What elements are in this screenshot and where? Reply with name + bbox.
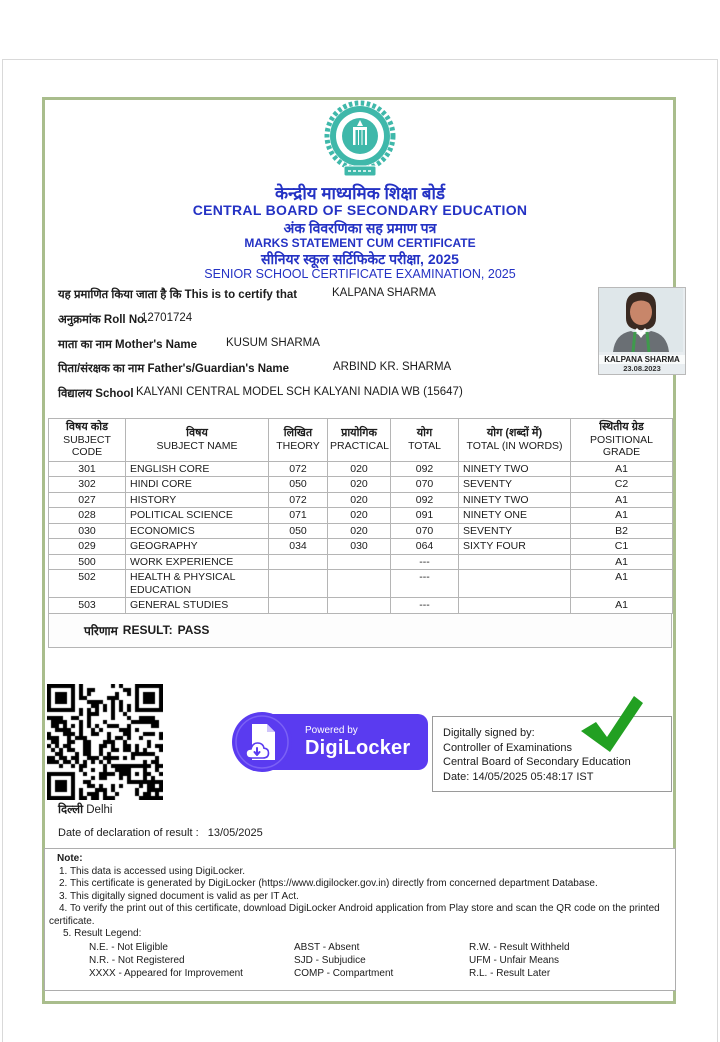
legend-item: COMP - Compartment xyxy=(294,967,394,979)
cell-subject-name: HINDI CORE xyxy=(126,477,269,493)
cell-theory-marks: 072 xyxy=(269,461,328,477)
marks-table-row xyxy=(49,570,673,598)
student-name: KALPANA SHARMA xyxy=(332,287,436,299)
col-header-hindi: विषय xyxy=(186,427,208,440)
legend-item: N.E. - Not Eligible xyxy=(89,941,168,953)
cell-positional-grade: C1 xyxy=(571,539,673,555)
photo-caption-name: KALPANA SHARMA xyxy=(599,355,685,364)
legend-grid xyxy=(89,941,667,980)
cell-subject-code: 302 xyxy=(49,477,126,493)
marks-table-row xyxy=(49,477,673,493)
cell-subject-code: 301 xyxy=(49,461,126,477)
powered-by-label: Powered by xyxy=(305,725,358,736)
cell-practical-marks: 020 xyxy=(328,523,391,539)
cell-positional-grade: A1 xyxy=(571,554,673,570)
cell-total-in-words xyxy=(459,598,571,614)
father-label-english: Father's/Guardian's Name xyxy=(147,363,290,375)
legend-item: UFM - Unfair Means xyxy=(469,954,560,966)
cell-subject-name: HISTORY xyxy=(126,492,269,508)
signature-line-2: Controller of Examinations xyxy=(443,741,573,754)
legend-title: 5. Result Legend: xyxy=(63,928,142,939)
cell-theory-marks: 071 xyxy=(269,508,328,524)
cell-practical-marks: 020 xyxy=(328,477,391,493)
school-label-hindi: विद्यालय xyxy=(58,388,93,400)
legend-item: SJD - Subjudice xyxy=(294,954,366,966)
cell-total-marks: 070 xyxy=(391,523,459,539)
signature-date-line xyxy=(443,770,663,785)
marks-table-row xyxy=(49,598,673,614)
col-header-english: PRACTICAL xyxy=(330,439,389,452)
marks-table-row xyxy=(49,523,673,539)
marks-table-row xyxy=(49,539,673,555)
cell-theory-marks: 050 xyxy=(269,477,328,493)
cell-total-marks: 092 xyxy=(391,492,459,508)
roll-label-english: Roll No. xyxy=(103,314,148,326)
cell-practical-marks xyxy=(328,598,391,614)
declaration-label: Date of declaration of result : xyxy=(58,827,199,839)
legend-item: ABST - Absent xyxy=(294,941,360,953)
col-header-hindi: योग xyxy=(416,427,433,440)
cell-positional-grade: C2 xyxy=(571,477,673,493)
cell-practical-marks: 030 xyxy=(328,539,391,555)
col-header-total-words xyxy=(459,419,571,462)
roll-number: 12701724 xyxy=(141,312,193,324)
cell-positional-grade: A1 xyxy=(571,461,673,477)
signature-line-1: Digitally signed by: xyxy=(443,727,535,739)
cell-subject-name: ECONOMICS xyxy=(126,523,269,539)
father-name: ARBIND KR. SHARMA xyxy=(333,361,452,373)
cell-total-marks: --- xyxy=(391,570,459,598)
col-header-hindi: योग (शब्दों में) xyxy=(486,427,543,440)
certify-label-english: This is to certify that xyxy=(184,289,298,301)
cell-theory-marks: 034 xyxy=(269,539,328,555)
cell-subject-name: GEOGRAPHY xyxy=(126,539,269,555)
student-portrait-image xyxy=(599,288,683,352)
marks-section xyxy=(48,418,672,648)
cell-theory-marks: 050 xyxy=(269,523,328,539)
cell-subject-code: 503 xyxy=(49,598,126,614)
mother-name: KUSUM SHARMA xyxy=(226,337,320,349)
cell-practical-marks: 020 xyxy=(328,508,391,524)
cell-subject-name: ENGLISH CORE xyxy=(126,461,269,477)
marks-table-body xyxy=(49,461,673,613)
exam-title-english: SENIOR SCHOOL CERTIFICATE EXAMINATION, 2025 xyxy=(204,267,516,281)
col-header-positional-grade xyxy=(571,419,673,462)
note-item: 1. This data is accessed using DigiLocker. xyxy=(59,865,246,877)
cell-positional-grade: A1 xyxy=(571,598,673,614)
cell-theory-marks xyxy=(269,598,328,614)
note-title: Note: xyxy=(57,853,83,864)
cell-total-marks: 091 xyxy=(391,508,459,524)
cell-practical-marks xyxy=(328,554,391,570)
cell-positional-grade: A1 xyxy=(571,508,673,524)
result-label-english: RESULT: xyxy=(122,623,173,637)
cell-subject-name: HEALTH & PHYSICAL EDUCATION xyxy=(126,570,269,598)
col-header-english: SUBJECT NAME xyxy=(156,439,238,452)
cell-subject-code: 500 xyxy=(49,554,126,570)
doc-title-english: MARKS STATEMENT CUM CERTIFICATE xyxy=(244,236,476,250)
legend-item: N.R. - Not Registered xyxy=(89,954,185,966)
col-header-english: TOTAL (IN WORDS) xyxy=(466,439,563,452)
cell-subject-code: 030 xyxy=(49,523,126,539)
board-name-english: CENTRAL BOARD OF SECONDARY EDUCATION xyxy=(192,202,528,218)
qr-code xyxy=(47,684,163,800)
marks-table xyxy=(48,418,673,614)
place-english: Delhi xyxy=(86,804,113,816)
cell-total-marks: 092 xyxy=(391,461,459,477)
cell-total-marks: 064 xyxy=(391,539,459,555)
place-line xyxy=(58,802,112,817)
father-line xyxy=(58,361,658,376)
cell-practical-marks: 020 xyxy=(328,461,391,477)
cell-subject-name: POLITICAL SCIENCE xyxy=(126,508,269,524)
result-value: PASS xyxy=(177,623,210,637)
result-box xyxy=(48,614,672,648)
cell-total-in-words: NINETY TWO xyxy=(459,492,571,508)
note-item: 2. This certificate is generated by DigiLocker (https://www.digilocker.gov.in) directly from concerned department Database. xyxy=(59,878,598,889)
cell-total-marks: --- xyxy=(391,598,459,614)
marks-table-row xyxy=(49,492,673,508)
cell-total-in-words: SIXTY FOUR xyxy=(459,539,571,555)
cell-total-in-words xyxy=(459,570,571,598)
father-label-hindi: पिता/संरक्षक का नाम xyxy=(58,363,145,375)
cell-positional-grade: B2 xyxy=(571,523,673,539)
cell-subject-name: GENERAL STUDIES xyxy=(126,598,269,614)
marks-table-row xyxy=(49,554,673,570)
result-label-hindi: परिणाम xyxy=(84,623,118,638)
cell-theory-marks xyxy=(269,570,328,598)
cell-practical-marks: 020 xyxy=(328,492,391,508)
cbse-logo xyxy=(322,100,398,182)
mother-line xyxy=(58,337,658,352)
marks-table-row xyxy=(49,508,673,524)
col-header-english: THEORY xyxy=(276,439,320,452)
marks-table-row xyxy=(49,461,673,477)
note-box xyxy=(44,848,676,991)
col-header-practical xyxy=(328,419,391,462)
cell-theory-marks: 072 xyxy=(269,492,328,508)
legend-item: R.L. - Result Later xyxy=(469,967,551,979)
mother-label-english: Mother's Name xyxy=(115,339,198,351)
cell-total-marks: --- xyxy=(391,554,459,570)
school-label-english: School xyxy=(95,388,134,400)
col-header-theory xyxy=(269,419,328,462)
cell-total-in-words: NINETY TWO xyxy=(459,461,571,477)
green-checkmark-icon xyxy=(577,694,645,761)
place-hindi: दिल्ली xyxy=(58,804,84,816)
digilocker-badge xyxy=(231,711,428,773)
cell-subject-code: 029 xyxy=(49,539,126,555)
school-name: KALYANI CENTRAL MODEL SCH KALYANI NADIA WB (15647) xyxy=(136,386,463,398)
cell-total-in-words: SEVENTY xyxy=(459,523,571,539)
cell-subject-code: 502 xyxy=(49,570,126,598)
digilocker-label: DigiLocker xyxy=(305,737,411,759)
col-header-english: POSITIONAL GRADE xyxy=(589,433,653,458)
cell-theory-marks xyxy=(269,554,328,570)
col-header-subject-name xyxy=(126,419,269,462)
doc-title-hindi: अंक विवरणिका सह प्रमाण पत्र xyxy=(283,220,437,236)
cell-total-marks: 070 xyxy=(391,477,459,493)
col-header-hindi: स्थितीय ग्रेड xyxy=(599,421,644,433)
school-line xyxy=(58,386,658,401)
signature-date-label: Date: xyxy=(443,770,470,783)
mother-label-hindi: माता का नाम xyxy=(58,339,112,351)
cell-positional-grade: A1 xyxy=(571,492,673,508)
photo-caption-date: 23.08.2023 xyxy=(623,364,661,373)
legend-item: XXXX - Appeared for Improvement xyxy=(89,967,243,979)
cell-total-in-words: SEVENTY xyxy=(459,477,571,493)
note-list xyxy=(49,866,667,929)
cell-total-in-words xyxy=(459,554,571,570)
col-header-english: TOTAL xyxy=(408,439,441,452)
cell-subject-code: 028 xyxy=(49,508,126,524)
certify-label-hindi: यह प्रमाणित किया जाता है कि xyxy=(58,289,182,301)
roll-label-hindi: अनुक्रमांक xyxy=(58,314,101,326)
roll-line xyxy=(58,312,658,327)
col-header-total xyxy=(391,419,459,462)
note-item: 3. This digitally signed document is valid as per IT Act. xyxy=(59,890,299,902)
col-header-hindi: विषय कोड xyxy=(66,421,108,433)
signature-line-3: Central Board of Secondary Education xyxy=(443,756,631,768)
cell-total-in-words: NINETY ONE xyxy=(459,508,571,524)
declaration-date-line xyxy=(58,827,263,839)
cell-practical-marks xyxy=(328,570,391,598)
board-name-hindi: केन्द्रीय माध्यमिक शिक्षा बोर्ड xyxy=(275,184,445,203)
col-header-hindi: प्रायोगिक xyxy=(341,427,377,440)
cell-subject-name: WORK EXPERIENCE xyxy=(126,554,269,570)
marks-table-header xyxy=(49,419,673,462)
exam-title-hindi: सीनियर स्कूल सर्टिफिकेट परीक्षा, 2025 xyxy=(261,251,459,267)
digilocker-document-icon xyxy=(231,711,293,773)
legend-item: R.W. - Result Withheld xyxy=(469,941,570,953)
col-header-hindi: लिखित xyxy=(283,427,313,440)
student-photo xyxy=(598,287,686,375)
col-header-english: SUBJECT CODE xyxy=(63,433,111,458)
note-item: 4. To verify the print out of this certificate, download DigiLocker Android application from Play store and scan the QR code on the printed certificate. xyxy=(49,903,660,927)
col-header-subject-code xyxy=(49,419,126,462)
cbse-emblem-icon xyxy=(322,100,398,182)
certify-line xyxy=(58,287,658,302)
signature-date-value: 14/05/2025 05:48:17 IST xyxy=(472,770,594,783)
declaration-date: 13/05/2025 xyxy=(207,827,263,839)
cell-subject-code: 027 xyxy=(49,492,126,508)
cell-positional-grade: A1 xyxy=(571,570,673,598)
